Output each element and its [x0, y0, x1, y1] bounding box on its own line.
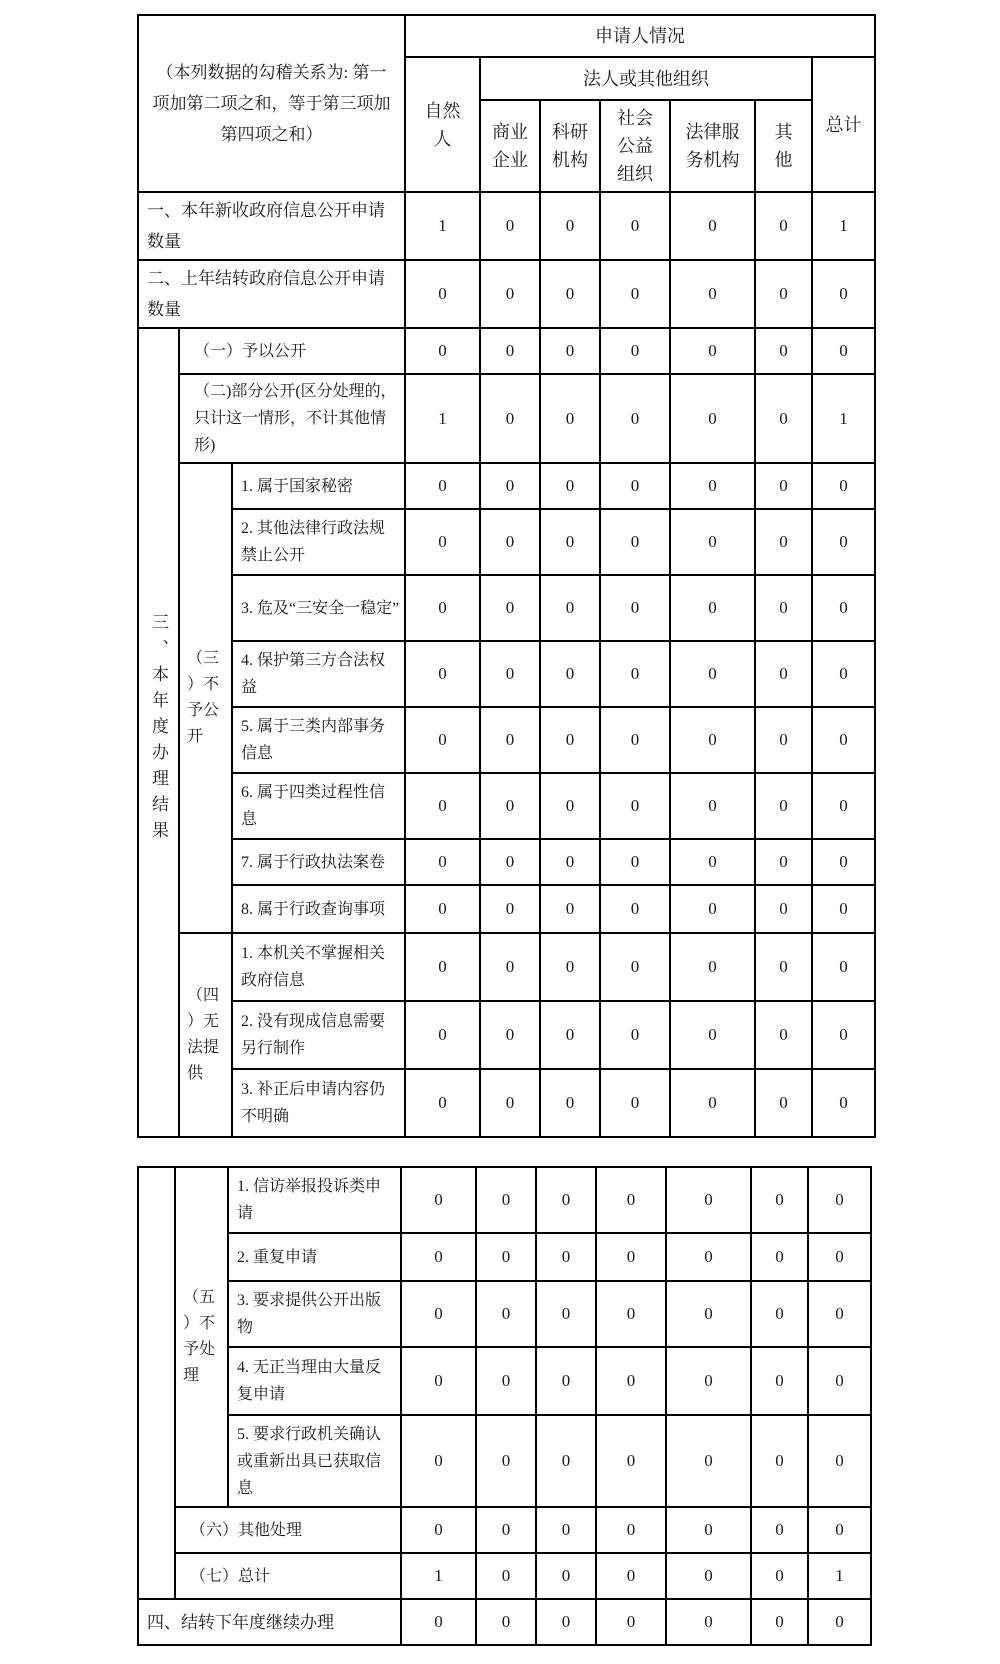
table-row	[138, 192, 875, 260]
cell-value: 1	[812, 374, 875, 463]
row-label: 3. 补正后申请内容仍不明确	[232, 1069, 405, 1137]
cell-value: 0	[812, 933, 875, 1001]
cell-value: 0	[670, 374, 755, 463]
row-label: 1. 本机关不掌握相关政府信息	[232, 933, 405, 1001]
cell-value: 0	[755, 509, 812, 575]
cell-value: 0	[405, 1001, 480, 1069]
cell-value: 0	[476, 1599, 536, 1645]
cell-value: 0	[812, 575, 875, 641]
table-row	[138, 1347, 871, 1415]
cell-value: 0	[480, 1001, 540, 1069]
cell-value: 0	[812, 1001, 875, 1069]
cell-value: 0	[751, 1281, 808, 1347]
cell-value: 0	[812, 260, 875, 328]
cell-value: 0	[670, 773, 755, 839]
cell-value: 0	[480, 839, 540, 885]
cell-value: 0	[540, 1001, 600, 1069]
cell-value: 0	[670, 839, 755, 885]
table-row	[138, 1069, 875, 1137]
cell-value: 0	[480, 707, 540, 773]
cell-value: 0	[600, 509, 670, 575]
cell-value: 0	[401, 1281, 476, 1347]
cell-value: 0	[666, 1415, 751, 1507]
cell-value: 0	[812, 839, 875, 885]
table-row	[138, 374, 875, 463]
cell-value: 1	[405, 192, 480, 260]
cell-value: 0	[476, 1347, 536, 1415]
cell-value: 0	[405, 1069, 480, 1137]
cell-value: 0	[596, 1281, 666, 1347]
cell-value: 0	[755, 885, 812, 933]
cell-value: 0	[480, 933, 540, 1001]
group-label-not-disclosed: （三）不予公开	[179, 463, 232, 933]
cell-value: 0	[812, 707, 875, 773]
cell-value: 0	[666, 1507, 751, 1553]
cell-value: 0	[476, 1167, 536, 1233]
cell-value: 0	[670, 885, 755, 933]
cell-value: 0	[808, 1347, 871, 1415]
cell-value: 0	[755, 463, 812, 509]
cell-value: 0	[596, 1599, 666, 1645]
cell-value: 0	[401, 1415, 476, 1507]
cell-value: 0	[808, 1415, 871, 1507]
cell-value: 0	[600, 885, 670, 933]
cell-value: 0	[480, 374, 540, 463]
cell-value: 0	[540, 509, 600, 575]
cell-value: 0	[670, 641, 755, 707]
cell-value: 0	[540, 374, 600, 463]
cell-value: 0	[401, 1167, 476, 1233]
cell-value: 0	[536, 1281, 596, 1347]
cell-value: 0	[401, 1347, 476, 1415]
cell-value: 0	[480, 575, 540, 641]
cell-value: 0	[600, 933, 670, 1001]
col-header-natural-person: 自然人	[405, 57, 480, 192]
cell-value: 0	[666, 1599, 751, 1645]
table-row	[138, 1167, 871, 1233]
cell-value: 0	[755, 839, 812, 885]
table-row	[138, 260, 875, 328]
cell-value: 0	[755, 707, 812, 773]
cell-value: 0	[480, 641, 540, 707]
cell-value: 0	[808, 1599, 871, 1645]
cell-value: 0	[596, 1347, 666, 1415]
cell-value: 0	[755, 260, 812, 328]
cell-value: 0	[670, 328, 755, 374]
row-label: 7. 属于行政执法案卷	[232, 839, 405, 885]
cell-value: 0	[755, 641, 812, 707]
cell-value: 0	[600, 707, 670, 773]
cell-value: 0	[405, 509, 480, 575]
cell-value: 0	[596, 1415, 666, 1507]
table-row	[138, 1507, 871, 1553]
cell-value: 0	[670, 192, 755, 260]
cell-value: 1	[405, 374, 480, 463]
col-header-other: 其他	[755, 100, 812, 192]
cell-value: 0	[808, 1233, 871, 1281]
col-group-legal-org: 法人或其他组织	[480, 57, 812, 100]
cell-value: 0	[536, 1415, 596, 1507]
cell-value: 0	[401, 1507, 476, 1553]
section-label-text: 三、本年度办理结果	[149, 613, 168, 847]
cell-value: 0	[476, 1553, 536, 1599]
cell-value: 0	[670, 933, 755, 1001]
table-row	[138, 509, 875, 575]
cell-value: 0	[755, 328, 812, 374]
row-label: （一）予以公开	[179, 328, 405, 374]
cell-value: 0	[405, 839, 480, 885]
cell-value: 0	[536, 1507, 596, 1553]
table-row	[138, 933, 875, 1001]
reconciliation-note: （本列数据的勾稽关系为: 第一项加第二项之和，等于第三项加第四项之和）	[138, 15, 405, 192]
cell-value: 0	[405, 575, 480, 641]
cell-value: 0	[540, 575, 600, 641]
cell-value: 0	[540, 839, 600, 885]
cell-value: 0	[670, 1069, 755, 1137]
col-header-social-org: 社会公益组织	[600, 100, 670, 192]
cell-value: 0	[405, 328, 480, 374]
cell-value: 0	[540, 933, 600, 1001]
section-label-annual-results	[138, 328, 179, 1137]
cell-value: 0	[600, 839, 670, 885]
cell-value: 0	[596, 1507, 666, 1553]
table-row	[138, 1599, 871, 1645]
cell-value: 0	[480, 328, 540, 374]
cell-value: 0	[600, 1001, 670, 1069]
row-label: 2. 没有现成信息需要另行制作	[232, 1001, 405, 1069]
table-row	[138, 1415, 871, 1507]
cell-value: 1	[812, 192, 875, 260]
table-row	[138, 575, 875, 641]
cell-value: 0	[755, 575, 812, 641]
cell-value: 0	[812, 773, 875, 839]
cell-value: 0	[755, 1001, 812, 1069]
row-label: 5. 要求行政机关确认或重新出具已获取信息	[228, 1415, 401, 1507]
cell-value: 0	[600, 328, 670, 374]
row-label: （七）总计	[175, 1553, 401, 1599]
cell-value: 0	[755, 1069, 812, 1137]
cell-value: 0	[666, 1347, 751, 1415]
table-row	[138, 641, 875, 707]
cell-value: 0	[540, 463, 600, 509]
row-label: 2. 重复申请	[228, 1233, 401, 1281]
row-label: 5. 属于三类内部事务信息	[232, 707, 405, 773]
table-row	[138, 885, 875, 933]
cell-value: 0	[536, 1167, 596, 1233]
cell-value: 0	[536, 1553, 596, 1599]
col-header-research: 科研机构	[540, 100, 600, 192]
row-label: 1. 信访举报投诉类申请	[228, 1167, 401, 1233]
group-label-not-processed: （五）不予处理	[175, 1167, 228, 1507]
cell-value: 0	[755, 933, 812, 1001]
cell-value: 0	[670, 260, 755, 328]
cell-value: 0	[540, 328, 600, 374]
cell-value: 0	[670, 707, 755, 773]
cell-value: 0	[480, 260, 540, 328]
cell-value: 0	[401, 1599, 476, 1645]
cell-value: 0	[670, 575, 755, 641]
cell-value: 0	[596, 1167, 666, 1233]
table-row	[138, 1553, 871, 1599]
col-header-legal-service: 法律服务机构	[670, 100, 755, 192]
cell-value: 0	[755, 773, 812, 839]
cell-value: 0	[812, 641, 875, 707]
cell-value: 0	[670, 1001, 755, 1069]
cell-value: 0	[405, 773, 480, 839]
cell-value: 0	[812, 463, 875, 509]
table-row	[138, 839, 875, 885]
cell-value: 0	[600, 463, 670, 509]
cell-value: 0	[405, 463, 480, 509]
report-table-part-1	[137, 14, 876, 1138]
cell-value: 0	[808, 1167, 871, 1233]
row-label: （六）其他处理	[175, 1507, 401, 1553]
cell-value: 0	[808, 1507, 871, 1553]
cell-value: 0	[751, 1167, 808, 1233]
table-row	[138, 1001, 875, 1069]
cell-value: 0	[755, 192, 812, 260]
cell-value: 0	[600, 260, 670, 328]
cell-value: 0	[476, 1281, 536, 1347]
cell-value: 0	[596, 1233, 666, 1281]
row-label: 3. 要求提供公开出版物	[228, 1281, 401, 1347]
cell-value: 0	[600, 641, 670, 707]
cell-value: 0	[666, 1167, 751, 1233]
cell-value: 0	[480, 1069, 540, 1137]
cell-value: 0	[476, 1415, 536, 1507]
cell-value: 0	[751, 1553, 808, 1599]
cell-value: 0	[751, 1599, 808, 1645]
cell-value: 0	[670, 509, 755, 575]
cell-value: 0	[600, 192, 670, 260]
cell-value: 1	[808, 1553, 871, 1599]
cell-value: 0	[751, 1415, 808, 1507]
group-label-unable-to-provide: （四）无法提供	[179, 933, 232, 1137]
cell-value: 0	[596, 1553, 666, 1599]
cell-value: 0	[540, 885, 600, 933]
row-label: 4. 无正当理由大量反复申请	[228, 1347, 401, 1415]
cell-value: 0	[540, 192, 600, 260]
row-label: 4. 保护第三方合法权益	[232, 641, 405, 707]
cell-value: 0	[405, 260, 480, 328]
row-label: 二、上年结转政府信息公开申请数量	[138, 260, 405, 328]
cell-value: 0	[405, 707, 480, 773]
cell-value: 0	[405, 885, 480, 933]
cell-value: 0	[808, 1281, 871, 1347]
row-label: （二)部分公开(区分处理的，只计这一情形，不计其他情形)	[179, 374, 405, 463]
cell-value: 0	[401, 1233, 476, 1281]
cell-value: 0	[600, 1069, 670, 1137]
cell-value: 0	[600, 773, 670, 839]
cell-value: 0	[536, 1599, 596, 1645]
cell-value: 0	[666, 1553, 751, 1599]
row-label: 6. 属于四类过程性信息	[232, 773, 405, 839]
report-table-part-2	[137, 1166, 872, 1646]
table-row	[138, 328, 875, 374]
cell-value: 0	[540, 773, 600, 839]
cell-value: 0	[755, 374, 812, 463]
cell-value: 0	[751, 1507, 808, 1553]
cell-value: 0	[751, 1347, 808, 1415]
cell-value: 1	[401, 1553, 476, 1599]
table-row	[138, 773, 875, 839]
cell-value: 0	[812, 509, 875, 575]
cell-value: 0	[540, 641, 600, 707]
cell-value: 0	[405, 641, 480, 707]
cell-value: 0	[476, 1233, 536, 1281]
cell-value: 0	[536, 1347, 596, 1415]
row-label: 8. 属于行政查询事项	[232, 885, 405, 933]
cell-value: 0	[480, 192, 540, 260]
cell-value: 0	[600, 575, 670, 641]
cell-value: 0	[480, 463, 540, 509]
col-header-total: 总计	[812, 57, 875, 192]
table-row	[138, 15, 875, 57]
table-row	[138, 1281, 871, 1347]
row-label: 3. 危及“三安全一稳定”	[232, 575, 405, 641]
cell-value: 0	[666, 1281, 751, 1347]
cell-value: 0	[540, 707, 600, 773]
cell-value: 0	[540, 1069, 600, 1137]
table-row	[138, 1233, 871, 1281]
section-label-continuation	[138, 1167, 175, 1599]
cell-value: 0	[600, 374, 670, 463]
cell-value: 0	[751, 1233, 808, 1281]
cell-value: 0	[540, 260, 600, 328]
cell-value: 0	[480, 885, 540, 933]
cell-value: 0	[476, 1507, 536, 1553]
table-row	[138, 707, 875, 773]
row-label: 2. 其他法律行政法规禁止公开	[232, 509, 405, 575]
row-label: 1. 属于国家秘密	[232, 463, 405, 509]
cell-value: 0	[666, 1233, 751, 1281]
col-header-business: 商业企业	[480, 100, 540, 192]
cell-value: 0	[812, 885, 875, 933]
cell-value: 0	[480, 773, 540, 839]
row-label: 一、本年新收政府信息公开申请数量	[138, 192, 405, 260]
cell-value: 0	[405, 933, 480, 1001]
col-group-applicant: 申请人情况	[405, 15, 875, 57]
cell-value: 0	[480, 509, 540, 575]
cell-value: 0	[536, 1233, 596, 1281]
row-label: 四、结转下年度继续办理	[138, 1599, 401, 1645]
table-row	[138, 463, 875, 509]
cell-value: 0	[812, 328, 875, 374]
cell-value: 0	[670, 463, 755, 509]
cell-value: 0	[812, 1069, 875, 1137]
